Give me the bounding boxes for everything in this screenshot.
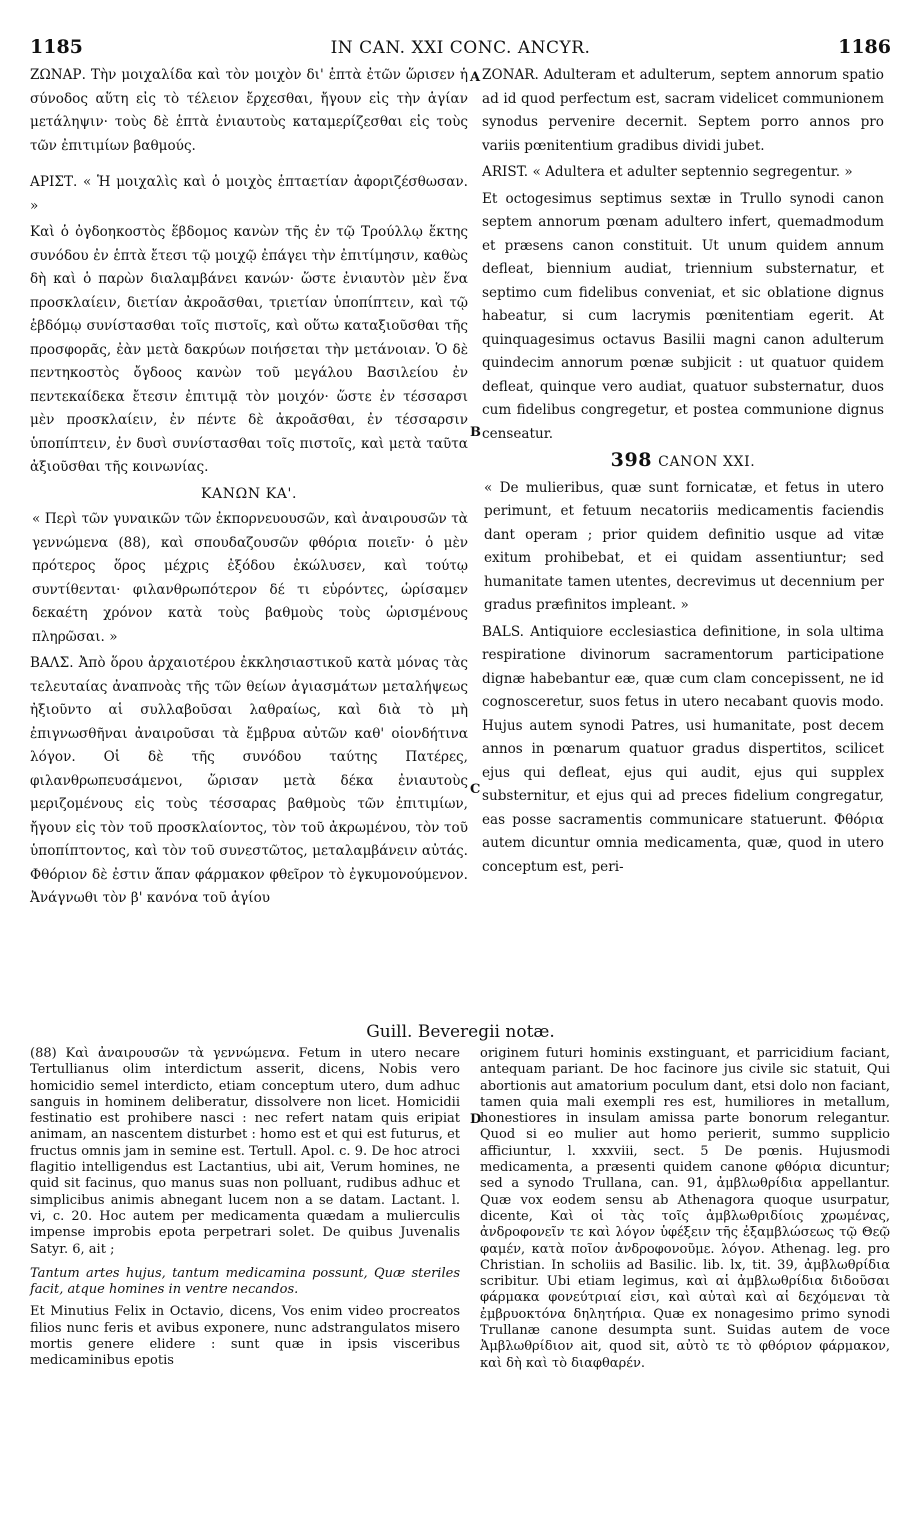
greek-arist-paragraph: ΑΡΙΣΤ. « Ἡ μοιχαλὶς καὶ ὁ μοιχὸς ἑπταετίαν ἀφοριζέσθωσαν. » [30,174,468,214]
section-letter-b: B [470,425,481,440]
greek-body-paragraph: Καὶ ὁ ὀγδοηκοστὸς ἕβδομος κανὼν τῆς ἐν τῷ Τρούλλῳ ἕκτης συνόδου ἐν ἑπτὰ ἔτεσι τῷ μοιχῷ ἐπάγει τὴν ἐπιτίμησιν, καθὼς δὴ καὶ ὁ παρὼν διαλαμβάνει κανών· ὥστε ἐνιαυτὸν μὲν ἕνα προσκλαίειν, διετίαν ἀκροᾶσθαι, τριετίαν ὑποπίπτειν, καὶ τῷ ἑβδόμῳ συνίστασθαι τοῖς πιστοῖς, καὶ οὕτω καταξιοῦσθαι τῆς προσφορᾶς, ἐὰν μετὰ δακρύων ποιήσεται τὴν μετάνοιαν. Ὁ δὲ πεντηκοστὸς ὄγδοος κανὼν τοῦ μεγάλου Βασιλείου ἐν πεντεκαίδεκα ἔτεσιν ἐπιτιμᾷ τὸν μοιχόν· ὥστε ἐν τέσσαρσι μὲν προσκλαίειν, ἐν πέντε δὲ ἀκροᾶσθαι, ἐν τέσσαρσιν ὑποπίπτειν, ἐν δυσὶ συνίστασθαι τοῖς πιστοῖς, καὶ μετὰ ταῦτα ἀξιοῦσθαι τῆς κοινωνίας. [30,224,468,475]
latin-body-paragraph: Et octogesimus septimus sextæ in Trullo synodi canon septem annorum pœnam adultero infert, quemadmodum et præsens canon constituit. Ut unum quidem annum defleat, biennium audiat, triennium substernatur, et septimo cum fidelibus conveniat, et sic oblatione dignus habeatur, si cum lacrymis pœnitentiam egerit. At quinquagesimus octavus Basilii magni canon adulterum quindecim annorum pœnæ subjicit : ut quatuor quidem defleat, quinque vero audiat, quatuor substernatur, duos cum fidelibus congregetur, et postea communione dignus censeatur. [482,190,884,442]
column-number: 398 [610,449,653,471]
section-letter-a: A [470,70,481,85]
page-number-left: 1185 [30,36,83,58]
note-88-paragraph: (88) Καὶ ἀναιρουσῶν τὰ γεννώμενα. Fetum in utero necare Tertullianus olim interdictum asserit, dicens, Nobis vero homicidio semel interdicto, etiam conceptum utero, dum adhuc sanguis in hominem deliberatur, dissolvere non licet. Homicidii festinatio est prohibere nasci : nec refert natam quis eripiat animam, an nascentem disturbet : homo est et qui est futurus, et fructus omnis jam in semine est. Tertull. Apol. c. 9. De hoc atroci flagitio intelligendus est Lactantius, ubi ait, Verum homines, ne quid sit facinus, quo manus suas non polluant, rudibus adhuc et simplicibus animis abnegant lucem non a se datam. Lactant. l. vi, c. 20. Hoc autem per medicamenta quædam a mulierculis impense improbis epota perpetrari solet. De quibus Juvenalis Satyr. 6, ait ; [30,1046,460,1257]
greek-canon-text: « Περὶ τῶν γυναικῶν τῶν ἐκπορνευουσῶν, καὶ ἀναιρουσῶν τὰ γεννώμενα (88), καὶ σπουδαζουσῶν φθόρια ποιεῖν· ὁ μὲν πρότερος ὅρος μέχρις ἐξόδου ἐκώλυσεν, καὶ τούτῳ συντίθενται· φιλανθρωπότερον δέ τι εὑρόντες, ὡρίσαμεν δεκαέτη χρόνον κατὰ τοὺς βαθμοὺς τοὺς ὡρισμένους πληρῶσαι. » [32,511,468,645]
greek-column [30,64,468,914]
notes-heading: Guill. Beveregii notæ. [366,1022,555,1042]
juvenal-verse: Tantum artes hujus, tantum medicamina possunt, Quæ steriles facit, atque homines in ventre necandos. [30,1265,460,1298]
latin-canon-text: « De mulieribus, quæ sunt fornicatæ, et fetus in utero perimunt, et fetuum necatoriis medicamentis faciendis dant operam ; prior quidem definitio usque ad vitæ exitum prohibebat, et ei quidam assentiuntur; sed humanitate tamen utentes, decrevimus ut decennium per gradus præfinitos impleant. » [484,479,884,613]
latin-column [482,64,884,882]
section-letter-d: D [470,1112,482,1127]
running-header [30,36,891,60]
notes-left-column [30,1046,460,1376]
latin-canon-title: 398 CANON XXI. [610,449,756,471]
latin-zonar-paragraph: ZONAR. Adulteram et adulterum, septem annorum spatio ad id quod perfectum est, sacram videlicet communionem synodus pervenire decernit. Septem porro annos pro variis pœnitentium gradibus dividi jubet. [482,67,884,154]
note-continuation-paragraph: originem futuri hominis exstinguant, et parricidium faciant, antequam pariant. De hoc facinore jus civile sic statuit, Qui abortionis aut amatorium poculum dant, etsi dolo non faciant, tamen quia mali exempli res est, humiliores in metallum, honestiores in insulam amissa parte bonorum relegantur. Quod si eo mulier aut homo perierit, summo supplicio afficiuntur, l. xxxviii, sect. 5 De pœnis. Hujusmodi medicamenta, a præsenti quidem canone φθόρια dicuntur; sed a synodo Trullana, can. 91, ἀμβλωθρίδια appellantur. Quæ vox eodem sensu ab Athenagora quoque usurpatur, dicente, Καὶ οἱ τὰς τοῖς ἀμβλωθριδίοις χρωμένας, ἀνδροφονεῖν τε καὶ λόγον ὑφέξειν τῆς ἐξαμβλώσεως τῷ Θεῷ φαμέν, κατὰ ποῖον ἀνδροφονοῦμε. λόγον. Athenag. leg. pro Christian. In scholiis ad Basilic. lib. lx, tit. 39, ἀμβλωθρίδια scribitur. Ubi etiam legimus, καὶ αἱ ἀμβλωθρίδια διδοῦσαι φάρμακα φονεύτριαί εἰσι, καὶ αὐταὶ καὶ αἱ δεχόμεναι τὰ ἐμβρυοκτόνα δηλητήρια. Quæ ex nonagesimo primo synodi Trullanæ canone desumpta sunt. Suidas autem de voce Ἀμβλωθρίδιον ait, quod sit, αὐτὸ τε τὸ φθόριον φάρμακον, καὶ δὴ καὶ τὸ διαφθαρέν. [480,1046,890,1371]
greek-zonar-paragraph: ΖΩΝΑΡ. Τὴν μοιχαλίδα καὶ τὸν μοιχὸν δι' ἑπτὰ ἐτῶν ὥρισεν ἡ σύνοδος αὕτη εἰς τὸ τέλειον ἔρχεσθαι, ἤγουν εἰς τὴν ἁγίαν μετάληψιν· τοὺς δὲ ἑπτὰ ἐνιαυτοὺς καταμερίζεσθαι εἰς τοὺς τῶν ἐπιτιμίων βαθμούς. [30,67,468,154]
page-number-right: 1186 [838,36,891,58]
section-letter-c: C [470,782,481,797]
notes-right-column [480,1046,890,1378]
latin-bals-paragraph: BALS. Antiquiore ecclesiastica definitione, in sola ultima respiratione divinorum sacramentorum participatione dignæ habebantur eæ, quæ cum clam concepissent, ne id cognosceretur, suos fetus in utero necabant quovis modo. Hujus autem synodi Patres, usi humanitate, post decem annos in pœnarum quatuor gradus dispertitos, scilicet ejus qui defleat, ejus qui audit, ejus qui supplex substernitur, et ejus qui ad preces fidelium congregatur, eas posse sacramentis communicare statuerunt. Φθόρια autem dicuntur omnia medicamenta, quæ, quod in utero conceptum est, peri- [482,623,884,875]
greek-bals-paragraph: ΒΑΛΣ. Ἀπὸ ὅρου ἀρχαιοτέρου ἐκκλησιαστικοῦ κατὰ μόνας τὰς τελευταίας ἀναπνοὰς τῆς τῶν θείων ἁγιασμάτων μεταλήψεως ἠξιοῦντο αἱ συλλαβοῦσαι λαθραίως, καὶ διὰ τὸ μὴ ἐπιγνωσθῆναι ἀναιροῦσαι τὰ ἔμβρυα αὐτῶν καθ' οἱονδήτινα λόγον. Οἱ δὲ τῆς συνόδου ταύτης Πατέρες, φιλανθρωπευσάμενοι, ὥρισαν μετὰ δέκα ἐνιαυτοὺς μεριζομένους εἰς τοὺς τέσσαρας βαθμοὺς τῶν ἐπιτιμίων, ἤγουν εἰς τὸν τοῦ προσκλαίοντος, τὸν τοῦ ἀκρωμένου, τὸν τοῦ ὑποπίπτοντος, καὶ τὸν τοῦ συνεστῶτος, μεταλαμβάνειν αὐτάς. Φθόριον δὲ ἐστιν ἅπαν φάρμακον φθεῖρον τὸ ἐγκυμονούμενον. Ἀνάγνωθι τὸν β' κανόνα τοῦ ἁγίου [30,655,468,906]
latin-arist-paragraph: ARIST. « Adultera et adulter septennio segregentur. » [482,164,853,180]
greek-canon-title: ΚΑΝΩΝ ΚΑ'. [201,485,297,502]
running-title: IN CAN. XXI CONC. ANCYR. [330,38,591,58]
note-minutius-paragraph: Et Minutius Felix in Octavio, dicens, Vos enim video procreatos filios nunc feris et avibus exponere, nunc adstrangulatos misero mortis genere elidere : sunt quæ in ipsis visceribus medicaminibus epotis [30,1304,460,1369]
